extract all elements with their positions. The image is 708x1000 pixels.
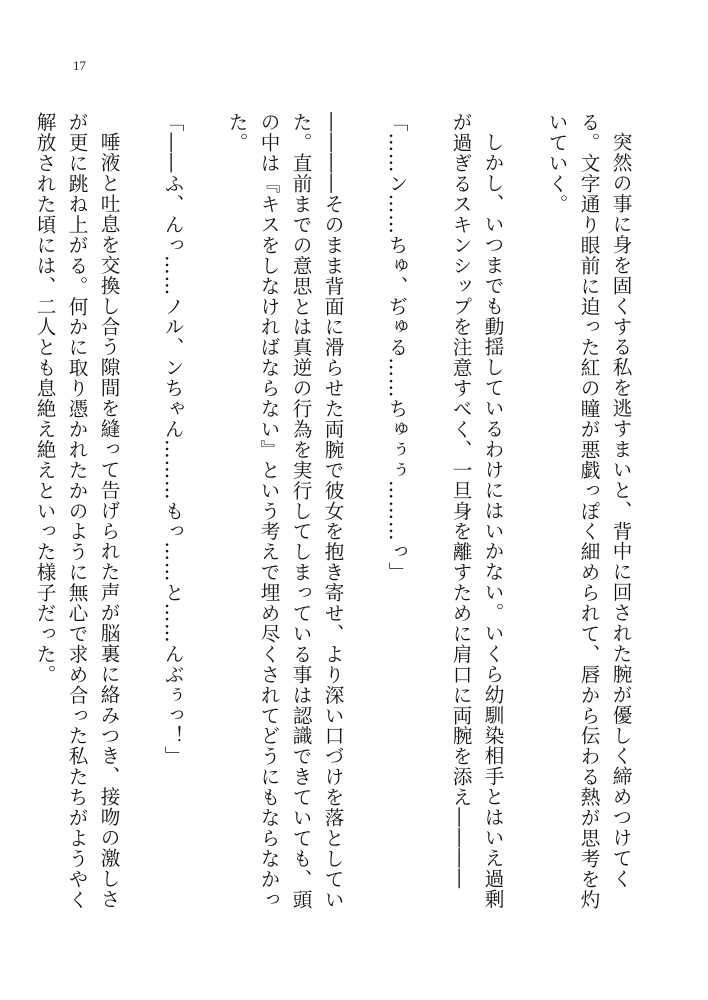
dialogue-1: 「……ン……ちゅ、ぢゅる……ちゅぅぅ………っ」 [385,112,408,583]
body-text-area [33,112,636,912]
paragraph-1: 突然の事に身を固くする私を逃すまいと、背中に回された腕が優しく締めつけてくる。文字通り眼前に迫った紅の瞳が悪戯っぽく細められて、唇から伝わる熱が思考を灼いていく。 [545,112,632,910]
blank-line [188,112,220,912]
body-text [28,112,636,912]
blank-line [508,112,540,912]
dialogue-2: 「――ふ、んっ……ノル、ンちゃん………もっ……と……んぶぅっ！」 [161,112,184,767]
paragraph-4: 唾液と吐息を交換し合う隙間を縫って告げられた声が脳裏に絡みつき、接吻の激しさが更に跳ね上がる。何かに取り憑かれたかのように無心で求め合った私たちがようやく解放された頃には、二人とも息絶え絶えといった様子だった。 [33,112,120,910]
page-number: 17 [73,58,86,73]
paragraph-2: しかし、いつまでも動揺しているわけにはいかない。いくら幼馴染相手とはいえ過剰が過ぎるスキンシップを注意すべく、一旦身を離すために肩口に両腕を添え―――― [449,112,504,909]
paragraph-3: ――――そのまま背面に滑らせた両腕で彼女を抱き寄せ、より深い口づけを落としていた。直前までの意思とは真逆の行為を実行してしまっている事は認識できていても、頭の中は『キスをしなければならない』という考えで埋め尽くされてどうにもならなかった。 [225,112,344,910]
blank-line [348,112,380,912]
blank-line [412,112,444,912]
blank-line [124,112,156,912]
